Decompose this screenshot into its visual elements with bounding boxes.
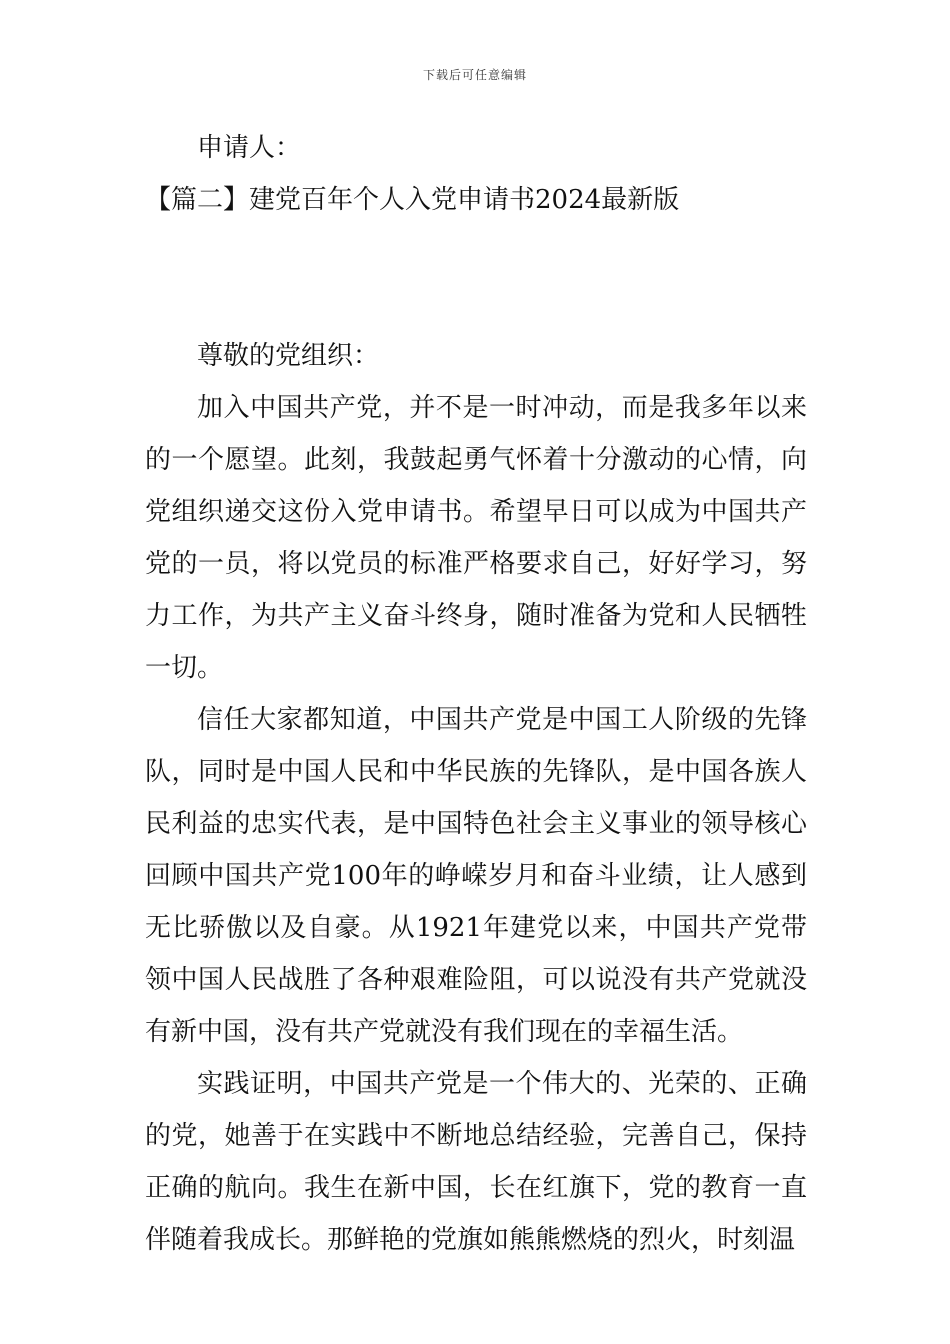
blank-spacer (145, 226, 807, 330)
applicant-label: 申请人： (197, 133, 302, 163)
page-header-note: 下载后可任意编辑 (422, 68, 527, 82)
salutation: 尊敬的党组织： (197, 341, 380, 371)
paragraph-1: 加入中国共产党，并不是一时冲动，而是我多年以来的一个愿望。此刻，我鼓起勇气怀着十分激动的心情，向党组织递交这份入党申请书。希望早日可以成为中国共产党的一员，将以党员的标准严格要求自己，好好学习，努力工作，为共产主义奋斗终身，随时准备为党和人民牺牲一切。 (145, 393, 807, 683)
paragraph-2: 信任大家都知道，中国共产党是中国工人阶级的先锋队，同时是中国人民和中华民族的先锋队，是中国各族人民利益的忠实代表，是中国特色社会主义事业的领导核心回顾中国共产党100年的峥嵘岁月和奋斗业绩，让人感到无比骄傲以及自豪。从1921年建党以来，中国共产党带领中国人民战胜了各种艰难险阻，可以说没有共产党就没有新中国，没有共产党就没有我们现在的幸福生活。 (145, 705, 807, 1047)
section-title: 【篇二】建党百年个人入党申请书2024最新版 (145, 185, 680, 215)
paragraph-3: 实践证明，中国共产党是一个伟大的、光荣的、正确的党，她善于在实践中不断地总结经验，完善自己，保持正确的航向。我生在新中国，长在红旗下，党的教育一直伴随着我成长。那鲜艳的党旗如熊熊燃烧的烈火，时刻温 (145, 1069, 807, 1255)
document-body (145, 122, 807, 1266)
